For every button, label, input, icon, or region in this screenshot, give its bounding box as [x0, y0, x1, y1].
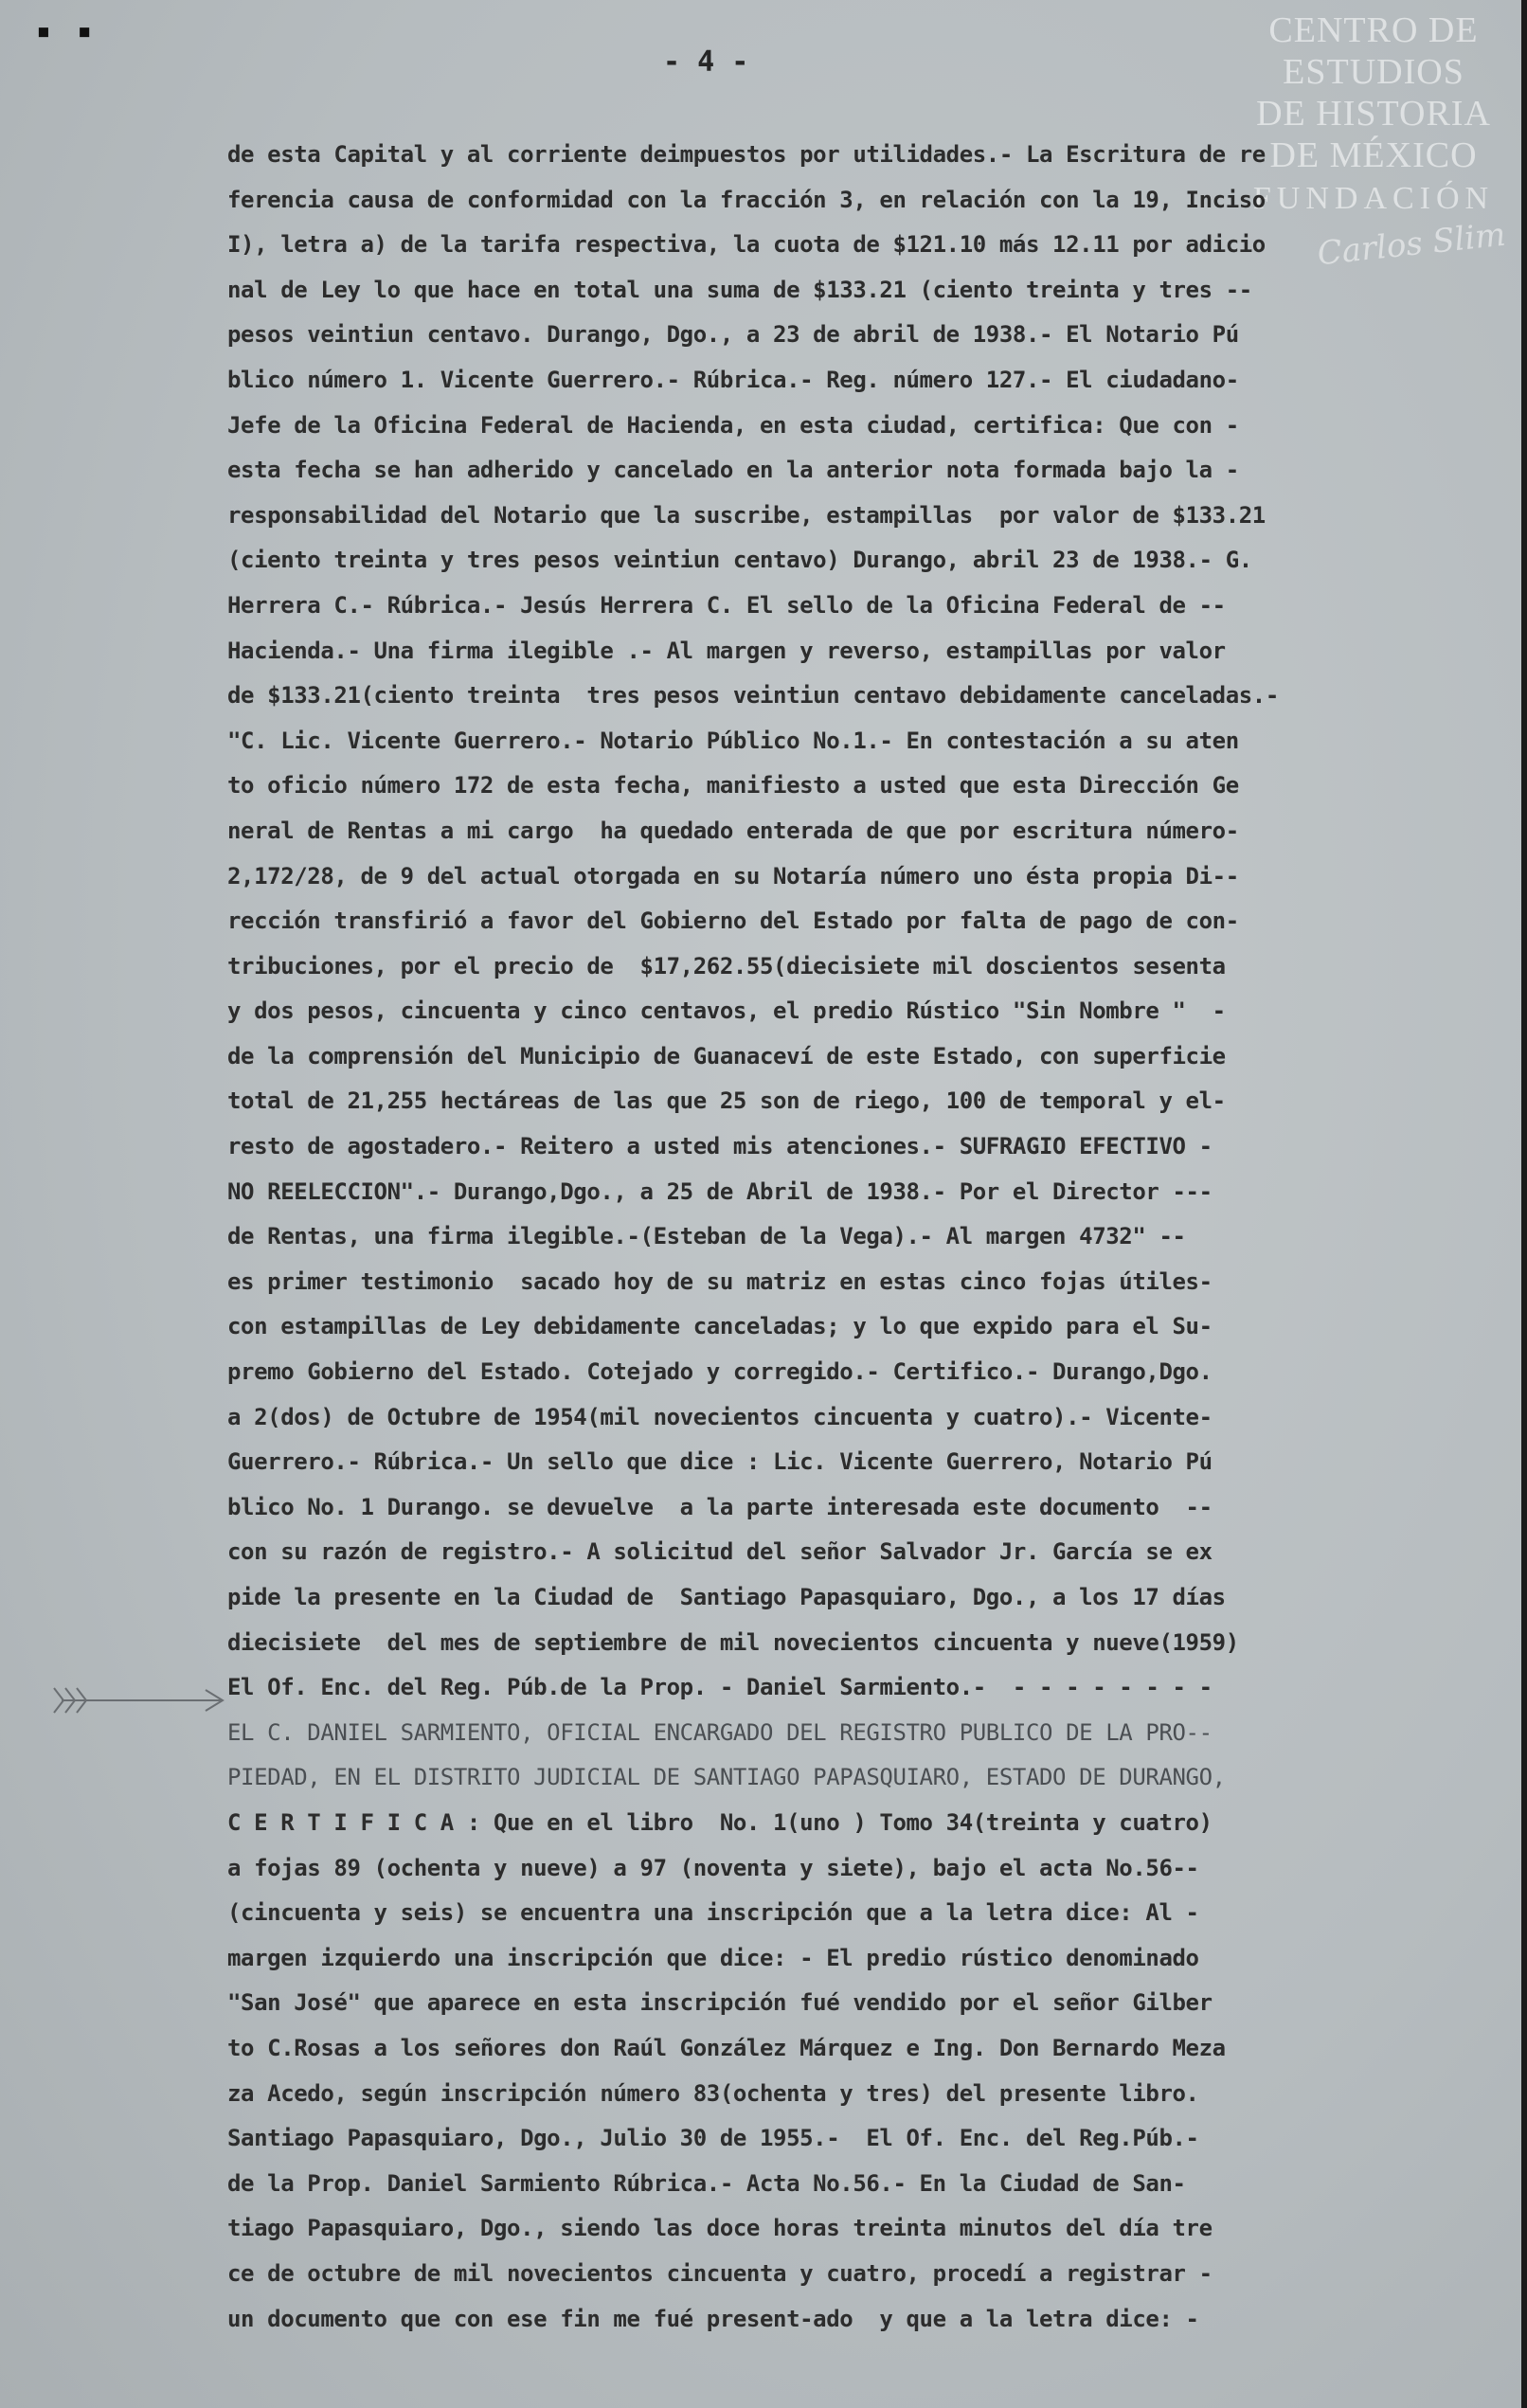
text-line: resto de agostadero.- Reitero a usted mis atenciones.- SUFRAGIO EFECTIVO -: [227, 1133, 1213, 1160]
text-line: Hacienda.- Una firma ilegible .- Al margen y reverso, estampillas por valor: [227, 637, 1226, 664]
page-number: - 4 -: [663, 45, 749, 79]
text-line: diecisiete del mes de septiembre de mil novecientos cincuenta y nueve(1959): [227, 1628, 1239, 1656]
text-line: Guerrero.- Rúbrica.- Un sello que dice : Lic. Vicente Guerrero, Notario Pú: [227, 1448, 1213, 1476]
text-line: de Rentas, una firma ilegible.-(Esteban de la Vega).- Al margen 4732" --: [227, 1223, 1186, 1250]
text-line: (ciento treinta y tres pesos veintiun centavo) Durango, abril 23 de 1938.- G.: [227, 547, 1252, 574]
text-line: y dos pesos, cincuenta y cinco centavos, el predio Rústico "Sin Nombre " -: [227, 997, 1226, 1025]
watermark-line-5: FUNDACIÓN: [1252, 181, 1495, 216]
text-line: Santiago Papasquiaro, Dgo., Julio 30 de 1955.- El Of. Enc. del Reg.Púb.-: [227, 2125, 1199, 2152]
text-line: de $133.21(ciento treinta tres pesos veintiun centavo debidamente canceladas.-: [227, 682, 1279, 710]
text-line: neral de Rentas a mi cargo ha quedado enterada de que por escritura número-: [227, 817, 1239, 844]
watermark-line-1: CENTRO DE: [1268, 10, 1479, 50]
text-line: EL C. DANIEL SARMIENTO, OFICIAL ENCARGADO DEL REGISTRO PUBLICO DE LA PRO--: [227, 1718, 1213, 1746]
text-line: premo Gobierno del Estado. Cotejado y corregido.- Certifico.- Durango,Dgo.: [227, 1358, 1213, 1386]
text-line: de esta Capital y al corriente deimpuestos por utilidades.- La Escritura de re: [227, 141, 1266, 168]
text-line: to oficio número 172 de esta fecha, manifiesto a usted que esta Dirección Ge: [227, 772, 1239, 800]
text-line: Jefe de la Oficina Federal de Hacienda, en esta ciudad, certifica: Que con -: [227, 411, 1239, 439]
text-line: (cincuenta y seis) se encuentra una inscripción que a la letra dice: Al -: [227, 1899, 1199, 1927]
margin-arrow-icon: [52, 1677, 227, 1724]
watermark-signature: Carlos Slim: [1315, 215, 1508, 274]
text-line: El Of. Enc. del Reg. Púb.de la Prop. - Daniel Sarmiento.- - - - - - - - -: [227, 1674, 1213, 1701]
text-line: de la comprensión del Municipio de Guanaceví de este Estado, con superficie: [227, 1042, 1226, 1069]
text-line: a fojas 89 (ochenta y nueve) a 97 (noventa y siete), bajo el acta No.56--: [227, 1854, 1199, 1881]
text-line: I), letra a) de la tarifa respectiva, la cuota de $121.10 más 12.11 por adicio: [227, 231, 1266, 259]
text-line: es primer testimonio sacado hoy de su matriz en estas cinco fojas útiles-: [227, 1267, 1213, 1295]
text-line: rección transfirió a favor del Gobierno del Estado por falta de pago de con-: [227, 907, 1239, 935]
text-line: con su razón de registro.- A solicitud del señor Salvador Jr. García se ex: [227, 1538, 1213, 1566]
text-line: margen izquierdo una inscripción que dice: - El predio rústico denominado: [227, 1944, 1199, 1971]
text-line: un documento que con ese fin me fué present-ado y que a la letra dice: -: [227, 2305, 1199, 2332]
text-line: responsabilidad del Notario que la suscribe, estampillas por valor de $133.21: [227, 501, 1266, 529]
text-line: Herrera C.- Rúbrica.- Jesús Herrera C. El sello de la Oficina Federal de --: [227, 591, 1226, 619]
text-line: pide la presente en la Ciudad de Santiago Papasquiaro, Dgo., a los 17 días: [227, 1584, 1226, 1610]
text-line: "San José" que aparece en esta inscripción fué vendido por el señor Gilber: [227, 1989, 1213, 2017]
text-line: C E R T I F I C A : Que en el libro No. 1(uno ) Tomo 34(treinta y cuatro): [227, 1808, 1213, 1836]
text-line: PIEDAD, EN EL DISTRITO JUDICIAL DE SANTIAGO PAPASQUIARO, ESTADO DE DURANGO,: [227, 1764, 1226, 1791]
text-line: total de 21,255 hectáreas de las que 25 son de riego, 100 de temporal y el-: [227, 1087, 1226, 1115]
text-line: pesos veintiun centavo. Durango, Dgo., a 23 de abril de 1938.- El Notario Pú: [227, 321, 1239, 349]
watermark-line-2: ESTUDIOS: [1283, 52, 1464, 92]
text-line: esta fecha se han adherido y cancelado en la anterior nota formada bajo la -: [227, 457, 1239, 484]
text-line: tiago Papasquiaro, Dgo., siendo las doce horas treinta minutos del día tre: [227, 2215, 1213, 2242]
document-body: [227, 133, 1459, 2342]
text-line: con estampillas de Ley debidamente canceladas; y lo que expido para el Su-: [227, 1313, 1213, 1340]
text-line: de la Prop. Daniel Sarmiento Rúbrica.- Acta No.56.- En la Ciudad de San-: [227, 2169, 1186, 2197]
text-line: NO REELECCION".- Durango,Dgo., a 25 de Abril de 1938.- Por el Director ---: [227, 1177, 1213, 1205]
text-line: ferencia causa de conformidad con la fracción 3, en relación con la 19, Inciso: [227, 186, 1266, 213]
watermark-line-3: DE HISTORIA: [1256, 94, 1491, 134]
corner-marks: ▪ ▪: [36, 17, 98, 45]
text-line: za Acedo, según inscripción número 83(ochenta y tres) del presente libro.: [227, 2079, 1199, 2107]
text-line: nal de Ley lo que hace en total una suma de $133.21 (ciento treinta y tres --: [227, 276, 1252, 303]
text-line: blico número 1. Vicente Guerrero.- Rúbrica.- Reg. número 127.- El ciudadano-: [227, 366, 1239, 393]
scan-edge: [1521, 0, 1527, 2408]
text-line: to C.Rosas a los señores don Raúl González Márquez e Ing. Don Bernardo Meza: [227, 2034, 1226, 2061]
text-line: tribuciones, por el precio de $17,262.55(diecisiete mil doscientos sesenta: [227, 952, 1226, 979]
watermark-line-4: DE MÉXICO: [1269, 135, 1478, 175]
text-line: a 2(dos) de Octubre de 1954(mil novecientos cincuenta y cuatro).- Vicente-: [227, 1403, 1213, 1430]
text-line: blico No. 1 Durango. se devuelve a la parte interesada este documento --: [227, 1493, 1213, 1520]
text-line: 2,172/28, de 9 del actual otorgada en su Notaría número uno ésta propia Di--: [227, 862, 1239, 890]
text-line: "C. Lic. Vicente Guerrero.- Notario Público No.1.- En contestación a su aten: [227, 727, 1239, 754]
text-line: ce de octubre de mil novecientos cincuenta y cuatro, procedí a registrar -: [227, 2259, 1213, 2287]
